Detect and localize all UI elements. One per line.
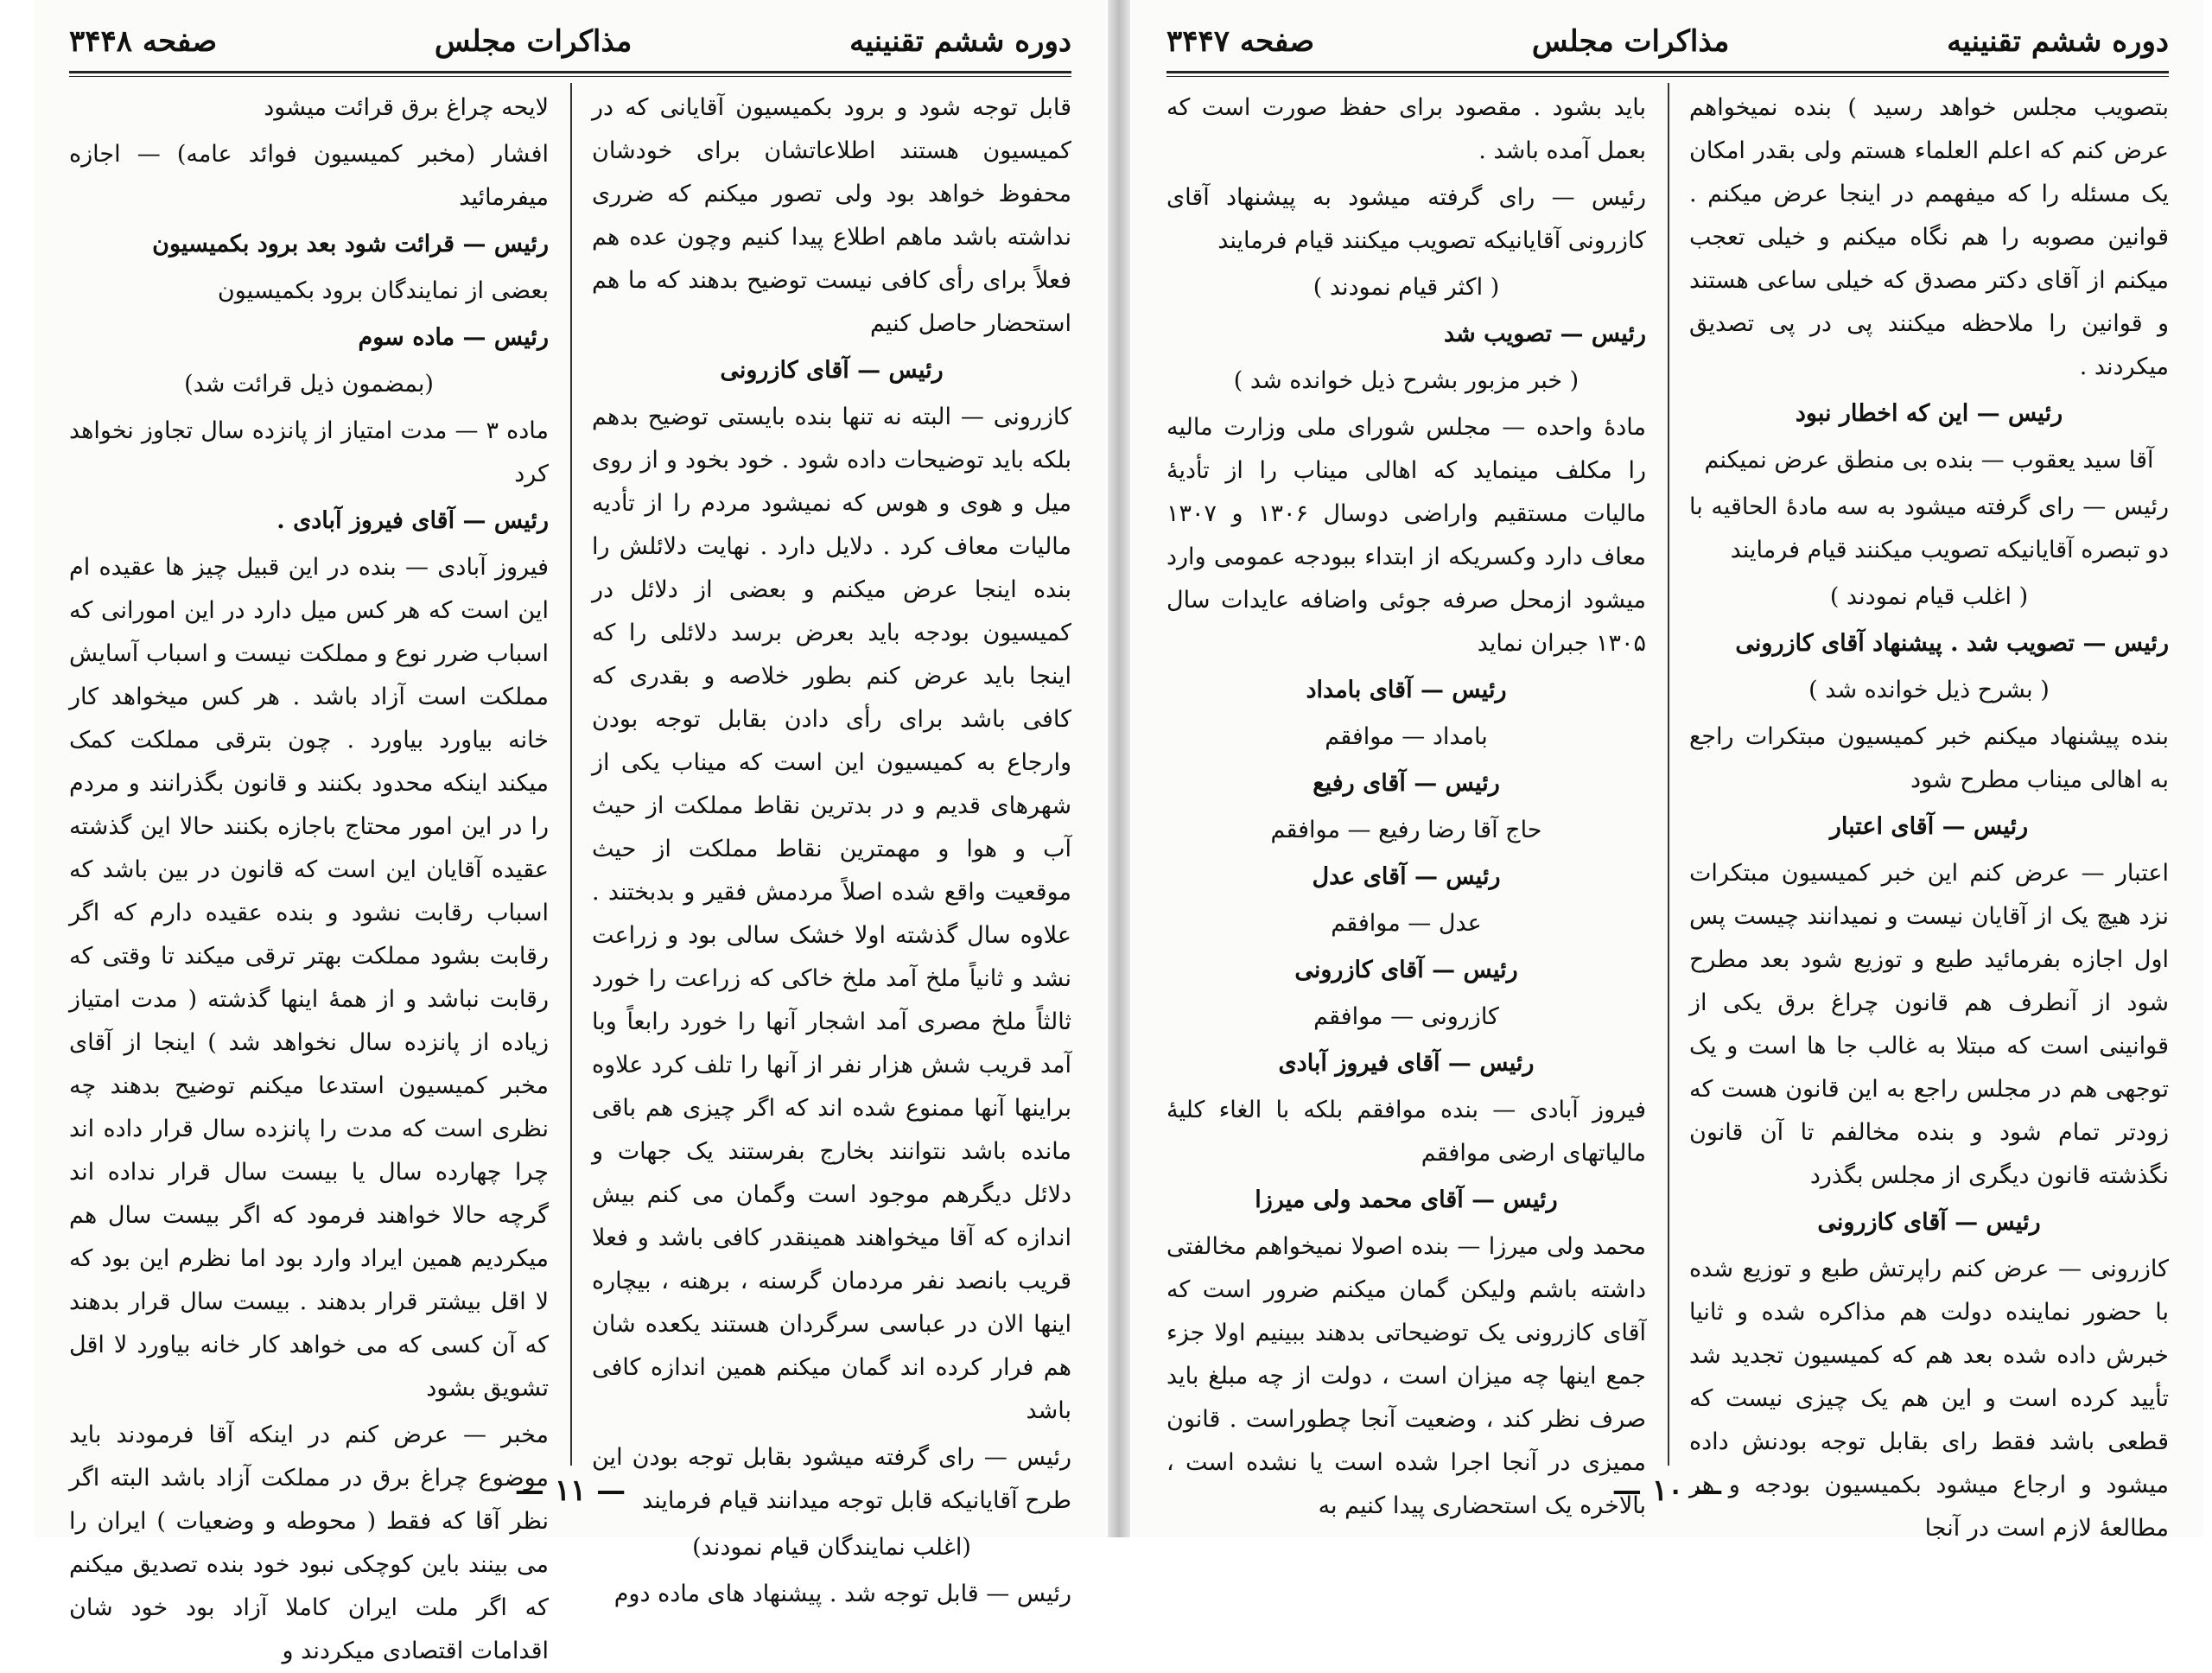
page-header (69, 16, 1071, 67)
speaker-line: رئیس — آقای بامداد (1306, 677, 1507, 703)
right-column (592, 86, 1071, 1607)
paragraph: مادهٔ واحده — مجلس شورای ملی وزارت مالیه را مکلف مینماید که اهالی میناب را از تأدیهٔ مالیات مستقیم واراضی دوسال ۱۳۰۶ و ۱۳۰۷ معاف دارد وکسریکه از ابتداء ببودجه عمومی وارد میشود ازمحل صرفه جوئی واضافه عایدات سال ۱۳۰۵ جبران نماید (1166, 414, 1646, 657)
header-page-number: صفحه ۳۴۴۸ (69, 24, 218, 59)
speaker-line: رئیس — آقای کازرونی (1817, 1209, 2041, 1236)
header-page-number: صفحه ۳۴۴۷ (1166, 24, 1315, 59)
speaker-line: رئیس — آقای کازرونی (720, 357, 944, 384)
speaker-line: رئیس — آقای محمد ولی میرزا (1255, 1186, 1558, 1213)
speaker-line: رئیس — این که اخطار نبود (1795, 400, 2063, 427)
book-gutter (1108, 0, 1130, 1537)
paragraph: لایحه چراغ برق قرائت میشود (264, 94, 549, 121)
note-line: ( اکثر قیام نمودند ) (1313, 274, 1500, 301)
note-line: ( خبر مزبور بشرح ذیل خوانده شد ) (1233, 367, 1580, 394)
speaker-line: رئیس — ماده سوم (358, 324, 549, 351)
speaker-line: رئیس — قرائت شود بعد برود بکمیسیون (152, 231, 549, 258)
paragraph: محمد ولی میرزا — بنده اصولا نمیخواهم مخالفتی داشته باشم ولیکن گمان میکنم ضرور است که آقای کازرونی یک توضیحاتی بدهند ببینیم اولا جزء جمع اینها چه میزان است ، دولت از چه مبلغ باید صرف نظر کند ، وضعیت آنجا چطوراست . قانون ممیزی در آنجا اجرا شده است یا نشده است ، بالاخره یک استحضاری پیدا کنیم به (1166, 1233, 1646, 1519)
paragraph: بعضی از نمایندگان برود بکمیسیون (217, 277, 549, 304)
paragraph: حاج آقا رضا رفیع — موافقم (1270, 817, 1542, 843)
paragraph: مخبر — عرض کنم در اینکه آقا فرمودند باید موضوع چراغ برق در مملکت آزاد باشد البته اگر نظر آقا که فقط ( محوطه و وضعیات ) ایران را می بینند باین کوچکی نبود خود بنده تصدیق میکنم که اگر ملت ایران کاملا آزاد بود خود شان اقدامات اقتصادی میکردند و (69, 1422, 549, 1664)
paragraph: بنده پیشنهاد میکنم خبر کمیسیون مبتکرات راجع به اهالی میناب مطرح شود (1689, 723, 2169, 793)
paragraph: فیروز آبادی — بنده موافقم بلکه با الغاء کلیهٔ مالیاتهای ارضی موافقم (1166, 1097, 1646, 1167)
left-column (69, 86, 549, 1664)
header-rule (1166, 71, 2169, 77)
paragraph: رئیس — رای گرفته میشود به پیشنهاد آقای کازرونی آقایانیکه تصویب میکنند قیام فرمایند (1166, 184, 1646, 254)
header-session: دوره ششم تقنینیه (849, 24, 1071, 59)
page-header (1166, 16, 2169, 67)
speaker-line: رئیس — تصویب شد (1443, 321, 1646, 347)
speaker-line: رئیس — آقای اعتبار (1829, 813, 2029, 840)
paragraph: کازرونی — عرض کنم راپرتش طبع و توزیع شده با حضور نماینده دولت هم مذاکره شده و ثانیا خبرش داده شده بعد هم که کمیسیون تجدید شد تأیید کرده است و این هم یک چیزی نیست که قطعی باشد فقط رای بقابل توجه بودنش داده میشود و ارجاع میشود بکمیسیون بودجه و هر مطالعهٔ لازم است در آنجا (1689, 1256, 2169, 1542)
speaker-line: رئیس — آقای فیروز آبادی (1278, 1050, 1535, 1077)
page-footer: — ۱۰ — (1611, 1473, 1724, 1508)
note-line: ( اغلب قیام نمودند ) (1829, 583, 2029, 610)
paragraph: کازرونی — البته نه تنها بنده بایستی توضیح بدهم بلکه باید توضیحات داده شود . خود بخود و از روی میل و هوی و هوس که نمیشود مردم را از تأدیه مالیات معاف کرد . دلایل دارد . نهایت دلائلش را بنده اینجا عرض میکنم و بعضی از دلائل در کمیسیون بودجه باید بعرض برسد دلائلی را که اینجا باید عرض کنم بطور خلاصه و بقدری که کافی باشد برای رأی دادن بقابل توجه بودن وارجاع به کمیسیون این است که میناب یکی از شهرهای قدیم و در بدترین نقاط مملکت از حیث آب و هوا و مهمترین نقاط مملکت از حیث موقعیت واقع شده اصلاً مردمش فقیر و بدبختند . علاوه سال گذشته اولا خشک سالی بود و زراعت نشد و ثانیاً ملخ آمد ملخ خاکی که زراعت را خورد ثالثاً ملخ مصری آمد اشجار آنها را خورد رابعاً وبا آمد قریب شش هزار نفر از آنها را تلف کرد علاوه براینها آنها ممنوع شده اند که اگر چیزی هم باقی مانده باشد نتوانند بخارج بفرستند یک جهات و دلائل دیگرهم موجود است وگمان می کنم بیش اندازه که آقا میخواهند همینقدر کافی باشد و فعلا قریب بانصد نفر مردمان گرسنه ، برهنه ، بیچاره اینها الان در عباسی سرگردان هستند یکعده شان هم فرار کرده اند گمان میکنم همین اندازه کافی باشد (592, 404, 1071, 1424)
note-line: (اغلب نمایندگان قیام نمودند) (692, 1534, 971, 1561)
speaker-line: رئیس — آقای فیروز آبادی . (276, 507, 549, 534)
header-rule (69, 71, 1071, 77)
paragraph: باید بشود . مقصود برای حفظ صورت است که بعمل آمده باشد . (1166, 94, 1646, 164)
speaker-line: رئیس — آقای رفیع (1313, 770, 1500, 797)
header-title: مذاکرات مجلس (434, 24, 632, 59)
left-column (1166, 86, 1646, 1519)
paragraph: رئیس — قابل توجه شد . پیشنهاد های ماده دوم (613, 1581, 1071, 1607)
speaker-line: رئیس — آقای کازرونی (1294, 957, 1518, 983)
column-divider (570, 83, 572, 1466)
header-title: مذاکرات مجلس (1531, 24, 1730, 59)
right-column (1689, 86, 2169, 1542)
paragraph: افشار (مخبر کمیسیون فوائد عامه) — اجازه میفرمائید (69, 141, 549, 211)
note-line: ( بشرح ذیل خوانده شد ) (1808, 677, 2050, 703)
column-divider (1668, 83, 1669, 1466)
paragraph: اعتبار — عرض کنم این خبر کمیسیون مبتکرات نزد هیچ یک از آقایان نیست و نمیدانند چیست پس اول اجازه بفرمائید طبع و توزیع شود بعد مطرح شود از آنطرف هم قانون چراغ برق یکی از قوانینی است که مبتلا به غالب جا ها است و یک توجهی هم در مجلس راجع به این قانون هست که زودتر تمام شود و بنده مخالفم تا آن قانون نگذشته قانون دیگری از مجلس بگذرد (1689, 860, 2169, 1189)
speaker-line: رئیس — تصویب شد . پیشنهاد آقای کازرونی (1735, 630, 2169, 657)
paragraph: ماده ۳ — مدت امتیاز از پانزده سال تجاوز نخواهد کرد (69, 417, 549, 487)
page-footer: — ۱۱ — (514, 1473, 626, 1508)
paragraph: کازرونی — موافقم (1313, 1003, 1499, 1030)
paragraph: رئیس — رای گرفته میشود بقابل توجه بودن این طرح آقایانیکه قابل توجه میدانند قیام فرمایند (592, 1444, 1071, 1514)
paragraph: بامداد — موافقم (1325, 723, 1488, 750)
paragraph: فیروز آبادی — بنده در این قبیل چیز ها عقیده ام این است که هر کس میل دارد در این امورانی که اسباب ضرر نوع و مملکت نیست و اسباب آسایش مملکت است آزاد باشد . هر کس میخواهد کار خانه بیاورد بیاورد . چون بترقی مملکت کمک میکند اینکه محدود بکنند و قانون بگذرانند و مردم را در این امور محتاج باجازه بکنند حالا این گذشته عقیده آقایان این است که قانون در بین باشد که اسباب رقابت نشود و بنده عقیده دارم که اگر رقابت بشود مملکت بهتر ترقی میکند تا وقتی که رقابت نباشد و از همهٔ اینها گذشته ( مدت امتیاز زیاده از پانزده سال نخواهد شد ) اینجا از آقای مخبر کمیسیون استدعا میکنم توضیح بدهند چه نظری است که مدت را پانزده سال قرار داده اند چرا چهارده سال یا بیست سال قرار نداده اند گرچه حالا خواهند فرمود که اگر بیست سال هم میکردیم همین ایراد وارد بود اما نظرم این بود که لا اقل بیشتر قرار بدهند . بیست سال قرار بدهند که آن کسی که می خواهد کار خانه بیاورد لا اقل تشویق بشود (69, 554, 549, 1402)
paragraph: قابل توجه شود و برود بکمیسیون آقایانی که در کمیسیون هستند اطلاعاتشان برای خودشان محفوظ خواهد بود ولی تصور میکنم که ضرری نداشته باشد ماهم اطلاع پیدا کنیم وچون عده هم فعلاً برای رأی کافی نیست توضیح بدهند که ما هم استحضار حاصل کنیم (592, 94, 1071, 337)
paragraph: بتصویب مجلس خواهد رسید ) بنده نمیخواهم عرض کنم که اعلم العلماء هستم ولی بقدر امکان یک مسئله را که میفهمم در اینجا عرض میکنم . قوانین مصوبه را هم نگاه میکنم و خیلی تعجب میکنم از آقای دکتر مصدق که خیلی ساعی هستند و قوانین را ملاحظه میکنند پی در پی تصدیق میکردند . (1689, 94, 2169, 380)
paragraph: آقا سید یعقوب — بنده بی منطق عرض نمیکنم (1704, 447, 2154, 474)
paragraph: رئیس — رای گرفته میشود به سه مادهٔ الحاقیه با دو تبصره آقایانیکه تصویب میکنند قیام فرمایند (1689, 493, 2169, 563)
left-page (35, 0, 1106, 1664)
right-page (1132, 0, 2203, 1542)
paragraph: عدل — موافقم (1331, 910, 1482, 937)
speaker-line: رئیس — آقای عدل (1312, 863, 1501, 890)
header-session: دوره ششم تقنینیه (1947, 24, 2169, 59)
note-line: (بمضمون ذیل قرائت شد) (184, 371, 434, 398)
